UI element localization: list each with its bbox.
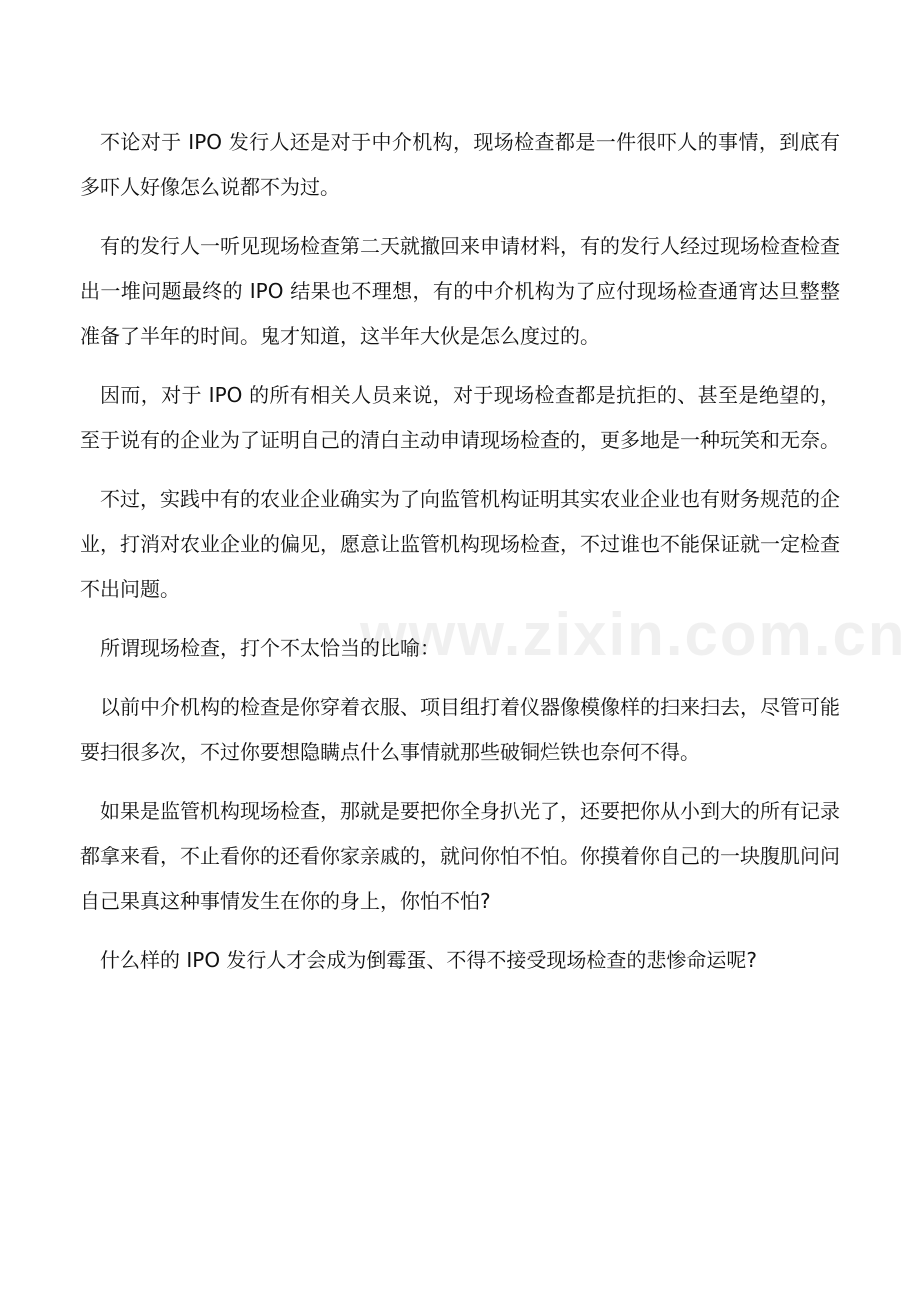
paragraph-2: 有的发行人一听见现场检查第二天就撤回来申请材料，有的发行人经过现场检查检查出一堆问题最终的 IPO 结果也不理想，有的中介机构为了应付现场检查通宵达旦整整准备了半年的时间。鬼才知道，这半年大伙是怎么度过的。 bbox=[80, 234, 840, 348]
paragraph-4: 不过，实践中有的农业企业确实为了向监管机构证明其实农业企业也有财务规范的企业，打消对农业企业的偏见，愿意让监管机构现场检查，不过谁也不能保证就一定检查不出问题。 bbox=[80, 487, 840, 601]
paragraph-5: 所谓现场检查，打个不太恰当的比喻： bbox=[100, 636, 440, 660]
paragraph-7: 如果是监管机构现场检查，那就是要把你全身扒光了，还要把你从小到大的所有记录都拿来看，不止看你的还看你家亲戚的，就问你怕不怕。你摸着你自己的一块腹肌问问自己果真这种事情发生在你的身上，你怕不怕? bbox=[80, 799, 840, 913]
paragraph-8: 什么样的 IPO 发行人才会成为倒霉蛋、不得不接受现场检查的悲惨命运呢? bbox=[100, 948, 758, 972]
paragraph-3: 因而，对于 IPO 的所有相关人员来说，对于现场检查都是抗拒的、甚至是绝望的，至于说有的企业为了证明自己的清白主动申请现场检查的，更多地是一种玩笑和无奈。 bbox=[80, 383, 840, 452]
paragraph-1: 不论对于 IPO 发行人还是对于中介机构，现场检查都是一件很吓人的事情，到底有多吓人好像怎么说都不为过。 bbox=[80, 130, 840, 199]
paragraph-6: 以前中介机构的检查是你穿着衣服、项目组打着仪器像模像样的扫来扫去，尽管可能要扫很多次，不过你要想隐瞒点什么事情就那些破铜烂铁也奈何不得。 bbox=[80, 695, 840, 764]
document-body bbox=[80, 120, 840, 997]
watermark: www.zixin.com.cn bbox=[360, 601, 907, 668]
